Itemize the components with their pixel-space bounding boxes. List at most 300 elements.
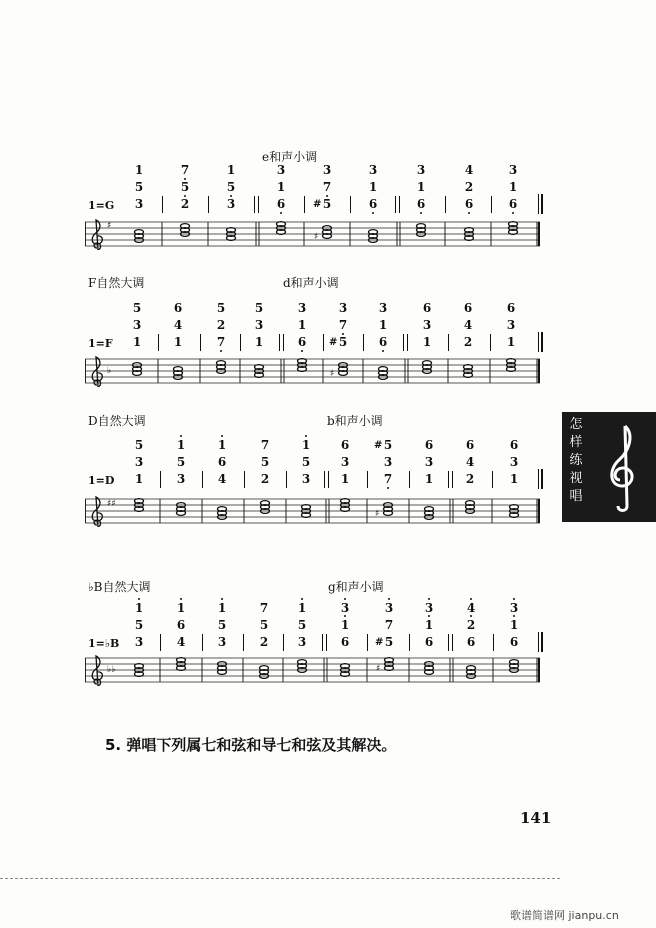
key-signature-label: 1=♭B — [88, 637, 120, 650]
barline — [322, 634, 327, 651]
barline — [350, 196, 351, 213]
note-digit: 6 — [508, 197, 518, 211]
scale-heading: b和声小调 — [327, 414, 383, 428]
chord-column — [132, 437, 146, 488]
sharp-accidental: # — [374, 440, 383, 451]
chord-note-mid — [295, 617, 309, 634]
chord-note-top — [214, 300, 228, 317]
note-digit: 3 — [422, 318, 432, 332]
scale-heading: ♭B自然大调 — [88, 580, 151, 594]
note-digit: 4 — [217, 472, 227, 486]
scale-heading: D自然大调 — [88, 414, 146, 428]
barline — [200, 334, 201, 351]
chord-note-mid — [338, 617, 352, 634]
chord-column — [422, 600, 436, 651]
chord-column — [338, 437, 352, 488]
note-digit: 7 — [383, 472, 393, 486]
final-barline — [538, 632, 543, 652]
final-barline — [538, 469, 543, 489]
chord-note-mid — [506, 179, 520, 196]
barline — [491, 196, 492, 213]
note-digit: 7 — [260, 438, 270, 452]
chord-note-bot — [464, 634, 478, 651]
scale-heading: F自然大调 — [88, 276, 145, 290]
note-digit: 1 — [173, 335, 183, 349]
note-digit: 3 — [508, 163, 518, 177]
note-digit: 1 — [416, 180, 426, 194]
barline — [243, 634, 244, 651]
chord-note-mid — [382, 617, 396, 634]
chord-note-mid — [464, 617, 478, 634]
chord-column — [215, 600, 229, 651]
staff-sharp: ♯ — [375, 509, 380, 519]
chord-note-mid — [178, 179, 192, 196]
note-digit: 1 — [276, 180, 286, 194]
key-signature-accidentals: ♭♭ — [107, 665, 116, 675]
chord-note-mid — [132, 179, 146, 196]
note-digit: 1 — [378, 318, 388, 332]
note-digit: 3 — [254, 318, 264, 332]
chord-note-mid — [336, 317, 350, 334]
chord-note-top — [506, 162, 520, 179]
note-digit: 2 — [259, 635, 269, 649]
chord-note-bot — [463, 471, 477, 488]
treble-clef-icon — [92, 497, 102, 527]
key-signature-accidentals: ♭ — [107, 366, 112, 376]
chord-note-mid — [224, 179, 238, 196]
barline — [448, 634, 453, 651]
note-digit: 2 — [180, 197, 190, 211]
chord-note-top — [132, 437, 146, 454]
chord-note-bot — [299, 471, 313, 488]
chord-column — [504, 300, 518, 351]
chord-note-top — [461, 300, 475, 317]
chord-note-top — [257, 600, 271, 617]
note-digit: 3 — [378, 301, 388, 315]
chord-column — [507, 600, 521, 651]
note-digit: 3 — [176, 472, 186, 486]
key-signature-label: 1=G — [88, 199, 115, 212]
barline — [279, 334, 284, 351]
chord-column — [374, 437, 395, 488]
chord-note-mid — [214, 317, 228, 334]
note-digit: 1 — [424, 618, 434, 632]
chord-note-mid — [504, 317, 518, 334]
note-digit: 5 — [338, 335, 348, 349]
sharp-accidental: # — [375, 637, 384, 648]
note-digit: 6 — [378, 335, 388, 349]
note-digit: 5 — [176, 455, 186, 469]
key-signature-accidentals: ♯ — [107, 221, 112, 231]
key-signature-accidentals: ♯♯ — [107, 499, 116, 509]
chord-column — [174, 437, 188, 488]
chord-column — [214, 300, 228, 351]
note-digit: 1 — [506, 335, 516, 349]
chord-note-mid — [215, 454, 229, 471]
chord-column — [295, 300, 309, 351]
staff — [85, 218, 540, 250]
chord-column — [375, 600, 396, 651]
barline — [202, 634, 203, 651]
note-digit: 1 — [422, 335, 432, 349]
note-digit: 3 — [134, 197, 144, 211]
note-digit: 7 — [322, 180, 332, 194]
note-digit: 5 — [217, 618, 227, 632]
barline — [409, 471, 410, 488]
chord-note-mid — [338, 454, 352, 471]
chord-note-top — [130, 300, 144, 317]
footer-rule — [0, 878, 560, 880]
note-digit: 6 — [276, 197, 286, 211]
chord-note-bot — [174, 471, 188, 488]
chord-note-mid — [463, 454, 477, 471]
barline — [158, 334, 159, 351]
chord-note-mid — [381, 454, 395, 471]
footer-watermark: 歌谱简谱网 jianpu.cn — [510, 909, 619, 922]
chord-column — [507, 437, 521, 488]
scale-heading: e和声小调 — [262, 150, 318, 164]
chord-note-bot — [224, 196, 238, 213]
chord-note-mid — [414, 179, 428, 196]
chord-column — [130, 300, 144, 351]
chord-column — [295, 600, 309, 651]
chord-column — [178, 162, 192, 213]
chord-note-bot — [381, 471, 395, 488]
note-digit: 6 — [465, 438, 475, 452]
treble-clef-icon — [600, 420, 646, 516]
chapter-side-tab — [562, 412, 656, 522]
chord-note-mid — [366, 179, 380, 196]
note-digit: 1 — [340, 472, 350, 486]
chord-column — [462, 162, 476, 213]
chord-note-top — [132, 162, 146, 179]
chord-note-bot — [338, 634, 352, 651]
note-digit: 7 — [338, 318, 348, 332]
note-digit: 7 — [180, 163, 190, 177]
note-digit: 5 — [322, 197, 332, 211]
note-digit: 6 — [297, 335, 307, 349]
note-digit: 2 — [260, 472, 270, 486]
chord-column — [215, 437, 229, 488]
chord-column — [329, 300, 350, 351]
note-digit: 3 — [509, 455, 519, 469]
note-digit: 3 — [217, 635, 227, 649]
barline — [160, 471, 161, 488]
note-digit: 6 — [466, 635, 476, 649]
barline — [283, 634, 284, 651]
chord-note-bot — [215, 634, 229, 651]
note-digit: 2 — [216, 318, 226, 332]
chord-note-bot — [375, 634, 396, 651]
chord-note-mid — [422, 454, 436, 471]
chord-note-top — [258, 437, 272, 454]
chord-column — [224, 162, 238, 213]
barline — [395, 196, 400, 213]
barline — [409, 634, 410, 651]
chord-note-mid — [320, 179, 334, 196]
chord-note-top — [178, 162, 192, 179]
note-digit: 3 — [340, 601, 350, 615]
chord-note-mid — [130, 317, 144, 334]
chord-column — [506, 162, 520, 213]
chord-note-mid — [507, 617, 521, 634]
note-digit: 2 — [465, 472, 475, 486]
instruction-text: 5. 弹唱下列属七和弦和导七和弦及其解决。 — [105, 736, 397, 754]
chord-note-bot — [504, 334, 518, 351]
staff — [85, 495, 540, 527]
note-digit: 1 — [509, 472, 519, 486]
note-digit: 6 — [424, 438, 434, 452]
barline — [324, 471, 329, 488]
note-digit: 5 — [301, 455, 311, 469]
note-digit: 1 — [508, 180, 518, 194]
chord-note-bot — [420, 334, 434, 351]
note-digit: 1 — [340, 618, 350, 632]
chord-note-top — [132, 600, 146, 617]
chord-note-bot — [258, 471, 272, 488]
chord-note-bot — [178, 196, 192, 213]
chord-column — [464, 600, 478, 651]
sharp-accidental: # — [313, 199, 322, 210]
note-digit: 3 — [383, 455, 393, 469]
chord-note-top — [462, 162, 476, 179]
chord-note-top — [174, 437, 188, 454]
barline — [304, 196, 305, 213]
note-digit: 5 — [180, 180, 190, 194]
chord-note-top — [422, 437, 436, 454]
barline — [403, 334, 408, 351]
barline — [492, 471, 493, 488]
note-digit: 1 — [134, 601, 144, 615]
note-digit: 5 — [134, 438, 144, 452]
chord-column — [299, 437, 313, 488]
chord-column — [422, 437, 436, 488]
chord-column — [414, 162, 428, 213]
chord-note-mid — [252, 317, 266, 334]
chord-note-top — [336, 300, 350, 317]
chord-column — [132, 162, 146, 213]
chord-note-mid — [215, 617, 229, 634]
note-digit: 3 — [340, 455, 350, 469]
note-digit: 3 — [297, 635, 307, 649]
chord-note-bot — [366, 196, 380, 213]
note-digit: 3 — [424, 455, 434, 469]
chord-note-mid — [132, 454, 146, 471]
chord-note-top — [174, 600, 188, 617]
note-digit: 3 — [297, 301, 307, 315]
chord-note-top — [252, 300, 266, 317]
chord-column — [376, 300, 390, 351]
treble-clef-icon — [92, 656, 102, 686]
note-digit: 3 — [301, 472, 311, 486]
note-digit: 4 — [466, 601, 476, 615]
chord-note-bot — [257, 634, 271, 651]
chord-column — [174, 600, 188, 651]
final-barline — [538, 332, 543, 352]
barline — [240, 334, 241, 351]
chord-note-top — [299, 437, 313, 454]
chord-note-mid — [422, 617, 436, 634]
chord-note-mid — [174, 454, 188, 471]
chord-note-top — [320, 162, 334, 179]
note-digit: 2 — [466, 618, 476, 632]
note-digit: 6 — [506, 301, 516, 315]
chord-note-top — [224, 162, 238, 179]
chord-note-mid — [299, 454, 313, 471]
note-digit: 6 — [340, 438, 350, 452]
note-digit: 2 — [464, 180, 474, 194]
note-digit: 1 — [176, 601, 186, 615]
scale-heading: g和声小调 — [328, 580, 384, 594]
note-digit: 5 — [132, 301, 142, 315]
note-digit: 6 — [422, 301, 432, 315]
chord-note-bot — [132, 196, 146, 213]
note-digit: 1 — [297, 318, 307, 332]
note-digit: 4 — [176, 635, 186, 649]
chord-note-bot — [295, 634, 309, 651]
chord-note-mid — [295, 317, 309, 334]
note-digit: 5 — [384, 635, 394, 649]
barline — [363, 334, 364, 351]
note-digit: 2 — [463, 335, 473, 349]
chord-note-bot — [130, 334, 144, 351]
staff-sharp: ♯ — [330, 369, 335, 379]
chord-note-top — [215, 437, 229, 454]
chord-note-bot — [414, 196, 428, 213]
chord-note-bot — [338, 471, 352, 488]
side-tab-text: 怎 样 练 视 唱 — [569, 417, 583, 504]
chord-note-bot — [462, 196, 476, 213]
chord-note-bot — [422, 634, 436, 651]
note-digit: 6 — [176, 618, 186, 632]
chord-note-bot — [507, 471, 521, 488]
note-digit: 7 — [216, 335, 226, 349]
note-digit: 5 — [226, 180, 236, 194]
chord-note-mid — [171, 317, 185, 334]
note-digit: 3 — [424, 601, 434, 615]
note-digit: 4 — [463, 318, 473, 332]
chord-note-bot — [174, 634, 188, 651]
barline — [162, 196, 163, 213]
note-digit: 3 — [226, 197, 236, 211]
chord-column — [313, 162, 334, 213]
note-digit: 5 — [254, 301, 264, 315]
note-digit: 3 — [509, 601, 519, 615]
staff — [85, 654, 540, 686]
chord-note-mid — [420, 317, 434, 334]
chord-column — [420, 300, 434, 351]
chord-note-bot — [274, 196, 288, 213]
chord-note-bot — [461, 334, 475, 351]
note-digit: 3 — [368, 163, 378, 177]
note-digit: 5 — [297, 618, 307, 632]
chord-note-mid — [461, 317, 475, 334]
chord-note-mid — [132, 617, 146, 634]
note-digit: 1 — [132, 335, 142, 349]
chord-note-top — [338, 437, 352, 454]
staff-sharp: ♯ — [314, 232, 319, 242]
chord-note-mid — [376, 317, 390, 334]
chord-note-mid — [257, 617, 271, 634]
note-digit: 6 — [340, 635, 350, 649]
note-digit: 3 — [416, 163, 426, 177]
chord-column — [252, 300, 266, 351]
chord-column — [461, 300, 475, 351]
note-digit: 3 — [384, 601, 394, 615]
chord-note-top — [171, 300, 185, 317]
note-digit: 3 — [134, 635, 144, 649]
note-digit: 3 — [338, 301, 348, 315]
chord-note-top — [414, 162, 428, 179]
chord-note-bot — [214, 334, 228, 351]
barline — [323, 334, 324, 351]
note-digit: 1 — [509, 618, 519, 632]
barline — [490, 334, 491, 351]
note-digit: 3 — [322, 163, 332, 177]
note-digit: 5 — [383, 438, 393, 452]
note-digit: 5 — [259, 618, 269, 632]
barline — [286, 471, 287, 488]
barline — [448, 334, 449, 351]
note-digit: 7 — [384, 618, 394, 632]
staff — [85, 355, 540, 387]
page-number: 141 — [520, 809, 552, 827]
chord-note-top — [504, 300, 518, 317]
chord-column — [338, 600, 352, 651]
chord-note-bot — [506, 196, 520, 213]
chord-column — [258, 437, 272, 488]
treble-clef-icon — [92, 220, 102, 250]
note-digit: 1 — [176, 438, 186, 452]
barline — [448, 471, 453, 488]
note-digit: 6 — [368, 197, 378, 211]
note-digit: 1 — [217, 601, 227, 615]
note-digit: 4 — [173, 318, 183, 332]
chord-note-top — [295, 300, 309, 317]
chord-note-bot — [171, 334, 185, 351]
chord-note-bot — [295, 334, 309, 351]
note-digit: 6 — [464, 197, 474, 211]
chord-note-mid — [274, 179, 288, 196]
chord-column — [171, 300, 185, 351]
chord-note-top — [366, 162, 380, 179]
chord-column — [132, 600, 146, 651]
note-digit: 3 — [134, 455, 144, 469]
note-digit: 1 — [424, 472, 434, 486]
note-digit: 1 — [297, 601, 307, 615]
chord-note-top — [376, 300, 390, 317]
note-digit: 5 — [134, 180, 144, 194]
barline — [254, 196, 259, 213]
chord-note-top — [215, 600, 229, 617]
note-digit: 6 — [173, 301, 183, 315]
note-digit: 6 — [424, 635, 434, 649]
barline — [202, 471, 203, 488]
note-digit: 5 — [216, 301, 226, 315]
barline — [160, 634, 161, 651]
chord-note-bot — [329, 334, 350, 351]
note-digit: 3 — [132, 318, 142, 332]
barline — [445, 196, 446, 213]
note-digit: 4 — [465, 455, 475, 469]
note-digit: 6 — [509, 438, 519, 452]
chord-column — [274, 162, 288, 213]
barline — [244, 471, 245, 488]
chord-note-bot — [507, 634, 521, 651]
staff-sharp: ♯ — [376, 664, 381, 674]
note-digit: 1 — [226, 163, 236, 177]
note-digit: 6 — [217, 455, 227, 469]
